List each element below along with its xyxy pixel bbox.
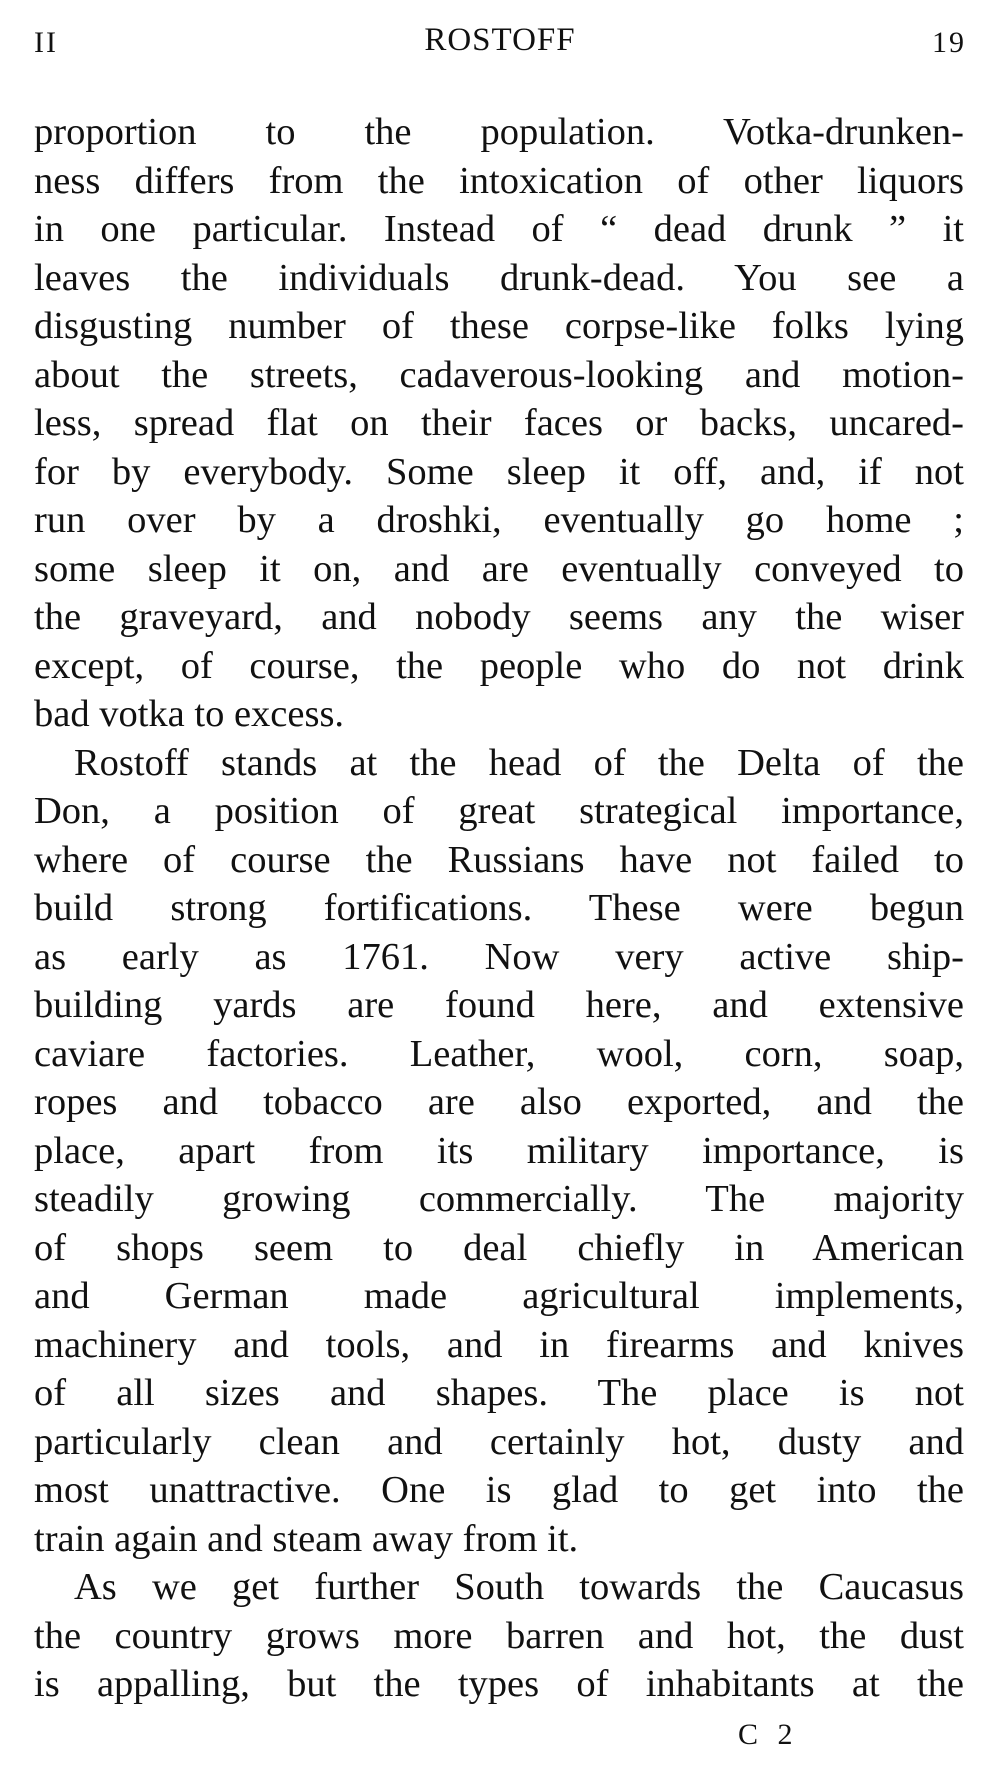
text-line: except, of course, the people who do not drink <box>34 644 964 687</box>
running-header <box>34 22 966 72</box>
text-line: of all sizes and shapes. The place is not <box>34 1372 964 1414</box>
text-line: ness differs from the intoxication of other liquors <box>34 159 964 202</box>
text-line: most unattractive. One is glad to get into the <box>34 1469 964 1511</box>
text-line: Rostoff stands at the head of the Delta of the <box>74 741 964 784</box>
text-line: leaves the individuals drunk-dead. You see a <box>34 256 964 299</box>
text-line: some sleep it on, and are eventually conveyed to <box>34 547 964 590</box>
chapter-number: II <box>34 26 58 59</box>
text-line: place, apart from its military importance, is <box>34 1129 964 1172</box>
text-line: machinery and tools, and in firearms and knives <box>34 1323 964 1366</box>
text-line: run over by a droshki, eventually go home ; <box>34 499 964 541</box>
text-line: for by everybody. Some sleep it off, and, if not <box>34 450 964 493</box>
text-line: disgusting number of these corpse-like folks lying <box>34 305 964 347</box>
text-line: ropes and tobacco are also exported, and the <box>34 1081 964 1123</box>
page-number: 19 <box>932 26 966 59</box>
text-line: build strong fortifications. These were begun <box>34 887 964 929</box>
text-line: train again and steam away from it. <box>34 1517 579 1560</box>
text-line: caviare factories. Leather, wool, corn, soap, <box>34 1032 964 1075</box>
text-line: less, spread flat on their faces or backs, uncared- <box>34 402 964 444</box>
text-line: steadily growing commercially. The majority <box>34 1178 964 1220</box>
text-line: about the streets, cadaverous-looking and motion- <box>34 353 964 396</box>
text-line: Don, a position of great strategical importance, <box>34 790 964 832</box>
text-line: building yards are found here, and extensive <box>34 984 964 1026</box>
signature-mark: C 2 <box>738 1718 799 1751</box>
text-line: As we get further South towards the Caucasus <box>74 1566 964 1608</box>
body-text <box>34 108 964 1709</box>
text-line: in one particular. Instead of “ dead drunk ” it <box>34 208 964 250</box>
text-line: bad votka to excess. <box>34 693 345 735</box>
text-line: of shops seem to deal chiefly in American <box>34 1226 964 1269</box>
text-line: where of course the Russians have not failed to <box>34 838 964 881</box>
text-line: and German made agricultural implements, <box>34 1275 964 1317</box>
running-title: ROSTOFF <box>424 22 576 58</box>
text-line: the country grows more barren and hot, the dust <box>34 1614 964 1657</box>
text-line: as early as 1761. Now very active ship- <box>34 935 964 978</box>
text-line: the graveyard, and nobody seems any the wiser <box>34 596 964 638</box>
text-line: is appalling, but the types of inhabitants at the <box>34 1663 964 1705</box>
text-line: particularly clean and certainly hot, dusty and <box>34 1420 964 1463</box>
text-line: proportion to the population. Votka-drunken- <box>34 111 964 153</box>
